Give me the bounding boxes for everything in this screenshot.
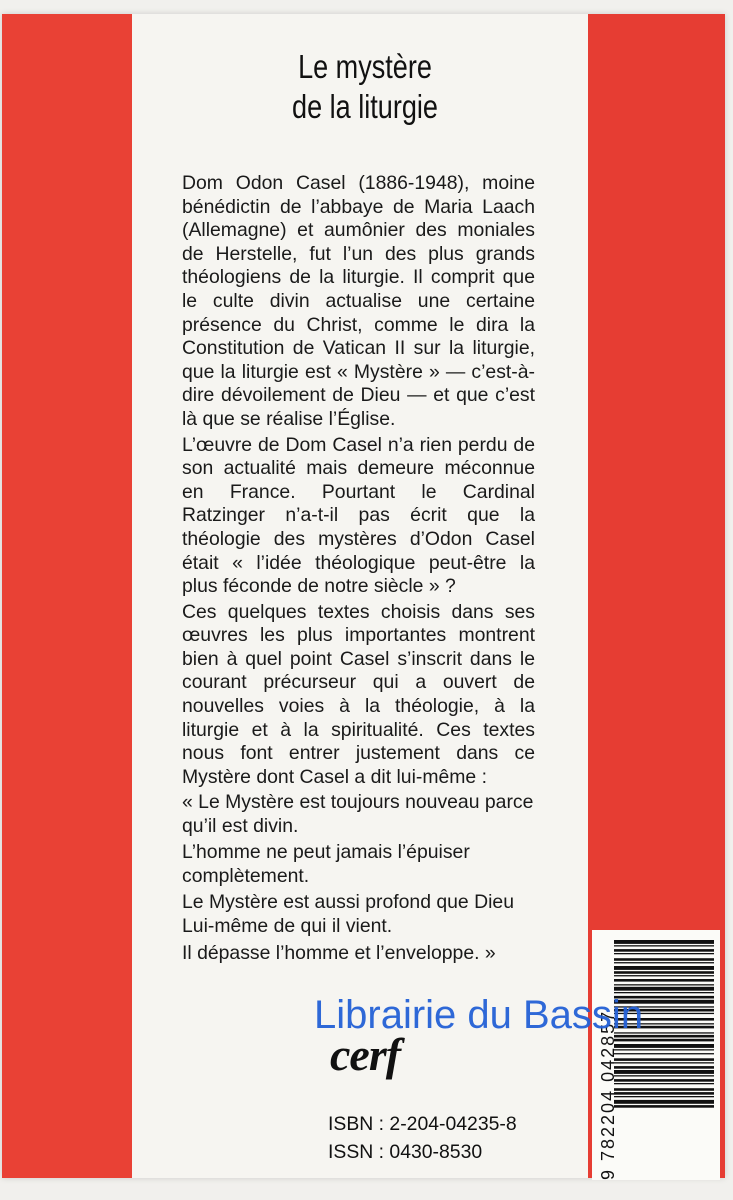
blurb-paragraph-2: L’œuvre de Dom Casel n’a rien perdu de son actualité mais demeure méconnue en France. Pourtant le Cardinal Ratzinger n’a-t-il pas écrit que la théologie des mystères d’Odon Casel était « l’idée théologique peut-être la plus féconde de notre siècle » ?: [182, 433, 535, 598]
barcode-bar: [614, 1083, 714, 1084]
title-line-1: Le mystère: [298, 48, 432, 85]
publisher-logo: cerf: [330, 1029, 401, 1080]
barcode-bar: [614, 1053, 714, 1054]
isbn-number: ISBN : 2-204-04235-8: [328, 1113, 517, 1135]
barcode-bar: [614, 1058, 714, 1061]
barcode-bar: [614, 962, 714, 963]
barcode-bar: [614, 1070, 714, 1074]
barcode-bar: [614, 987, 714, 991]
barcode-bar: [614, 984, 714, 985]
book-title: [271, 47, 460, 127]
red-band-left: [2, 14, 132, 1178]
barcode-bar: [614, 945, 714, 946]
quote-line-3: Le Mystère est aussi profond que Dieu Lui-même de qui il vient.: [182, 891, 514, 937]
quote-line-4: Il dépasse l’homme et l’enveloppe. »: [182, 941, 496, 964]
barcode-bar: [614, 966, 714, 970]
barcode-bar: [614, 1062, 714, 1063]
barcode-bar: [614, 1100, 714, 1104]
barcode-bar: [614, 979, 714, 982]
barcode-bar: [614, 975, 714, 976]
barcode-bar: [614, 1096, 714, 1097]
watermark-text: Librairie du Bassin: [314, 993, 644, 1037]
barcode-bar: [614, 971, 714, 974]
barcode-bar: [614, 1039, 714, 1042]
isbn-block: [328, 1110, 517, 1166]
blurb-text: [182, 172, 535, 791]
barcode-bar: [614, 1105, 714, 1108]
barcode-bar: [614, 1079, 714, 1082]
barcode-bar: [614, 953, 714, 954]
casel-quote: [182, 791, 542, 968]
blurb-paragraph-3: Ces quelques textes choisis dans ses œuvres les plus importantes montrent bien à quel point Casel s’inscrit dans le courant précurseur qui a ouvert de nouvelles voies à la théologie, à la liturgie et à la spiritualité. Ces textes nous font entrer justement dans ce Mystère dont Casel a dit lui-même :: [182, 600, 535, 788]
barcode-number: 9 782204 042857: [598, 1009, 618, 1180]
barcode-bar: [614, 1049, 714, 1050]
quote-line-1: « Le Mystère est toujours nouveau parce qu’il est divin.: [182, 791, 534, 837]
barcode-bar: [614, 1088, 714, 1091]
barcode-bar: [614, 949, 714, 952]
barcode-bar: [614, 1075, 714, 1076]
title-line-2: de la liturgie: [292, 88, 438, 125]
barcode-bar: [614, 1044, 714, 1048]
barcode-bar: [614, 1066, 714, 1069]
quote-line-2: L’homme ne peut jamais l’épuiser complètement.: [182, 841, 470, 887]
barcode-bar: [614, 958, 714, 961]
barcode-bar: [614, 940, 714, 944]
blurb-paragraph-1: Dom Odon Casel (1886-1948), moine bénédictin de l’abbaye de Maria Laach (Allemagne) et aumônier des moniales de Herstelle, fut l’un des plus grands théologiens de la liturgie. Il comprit que le culte divin actualise une certaine présence du Christ, comme le dira la Constitution de Vatican II sur la liturgie, que la liturgie est « Mystère » — c’est-à-dire dévoilement de Dieu — et que c’est là que se réalise l’Église.: [182, 172, 535, 430]
barcode-bar: [614, 1092, 714, 1095]
issn-number: ISSN : 0430-8530: [328, 1141, 483, 1163]
